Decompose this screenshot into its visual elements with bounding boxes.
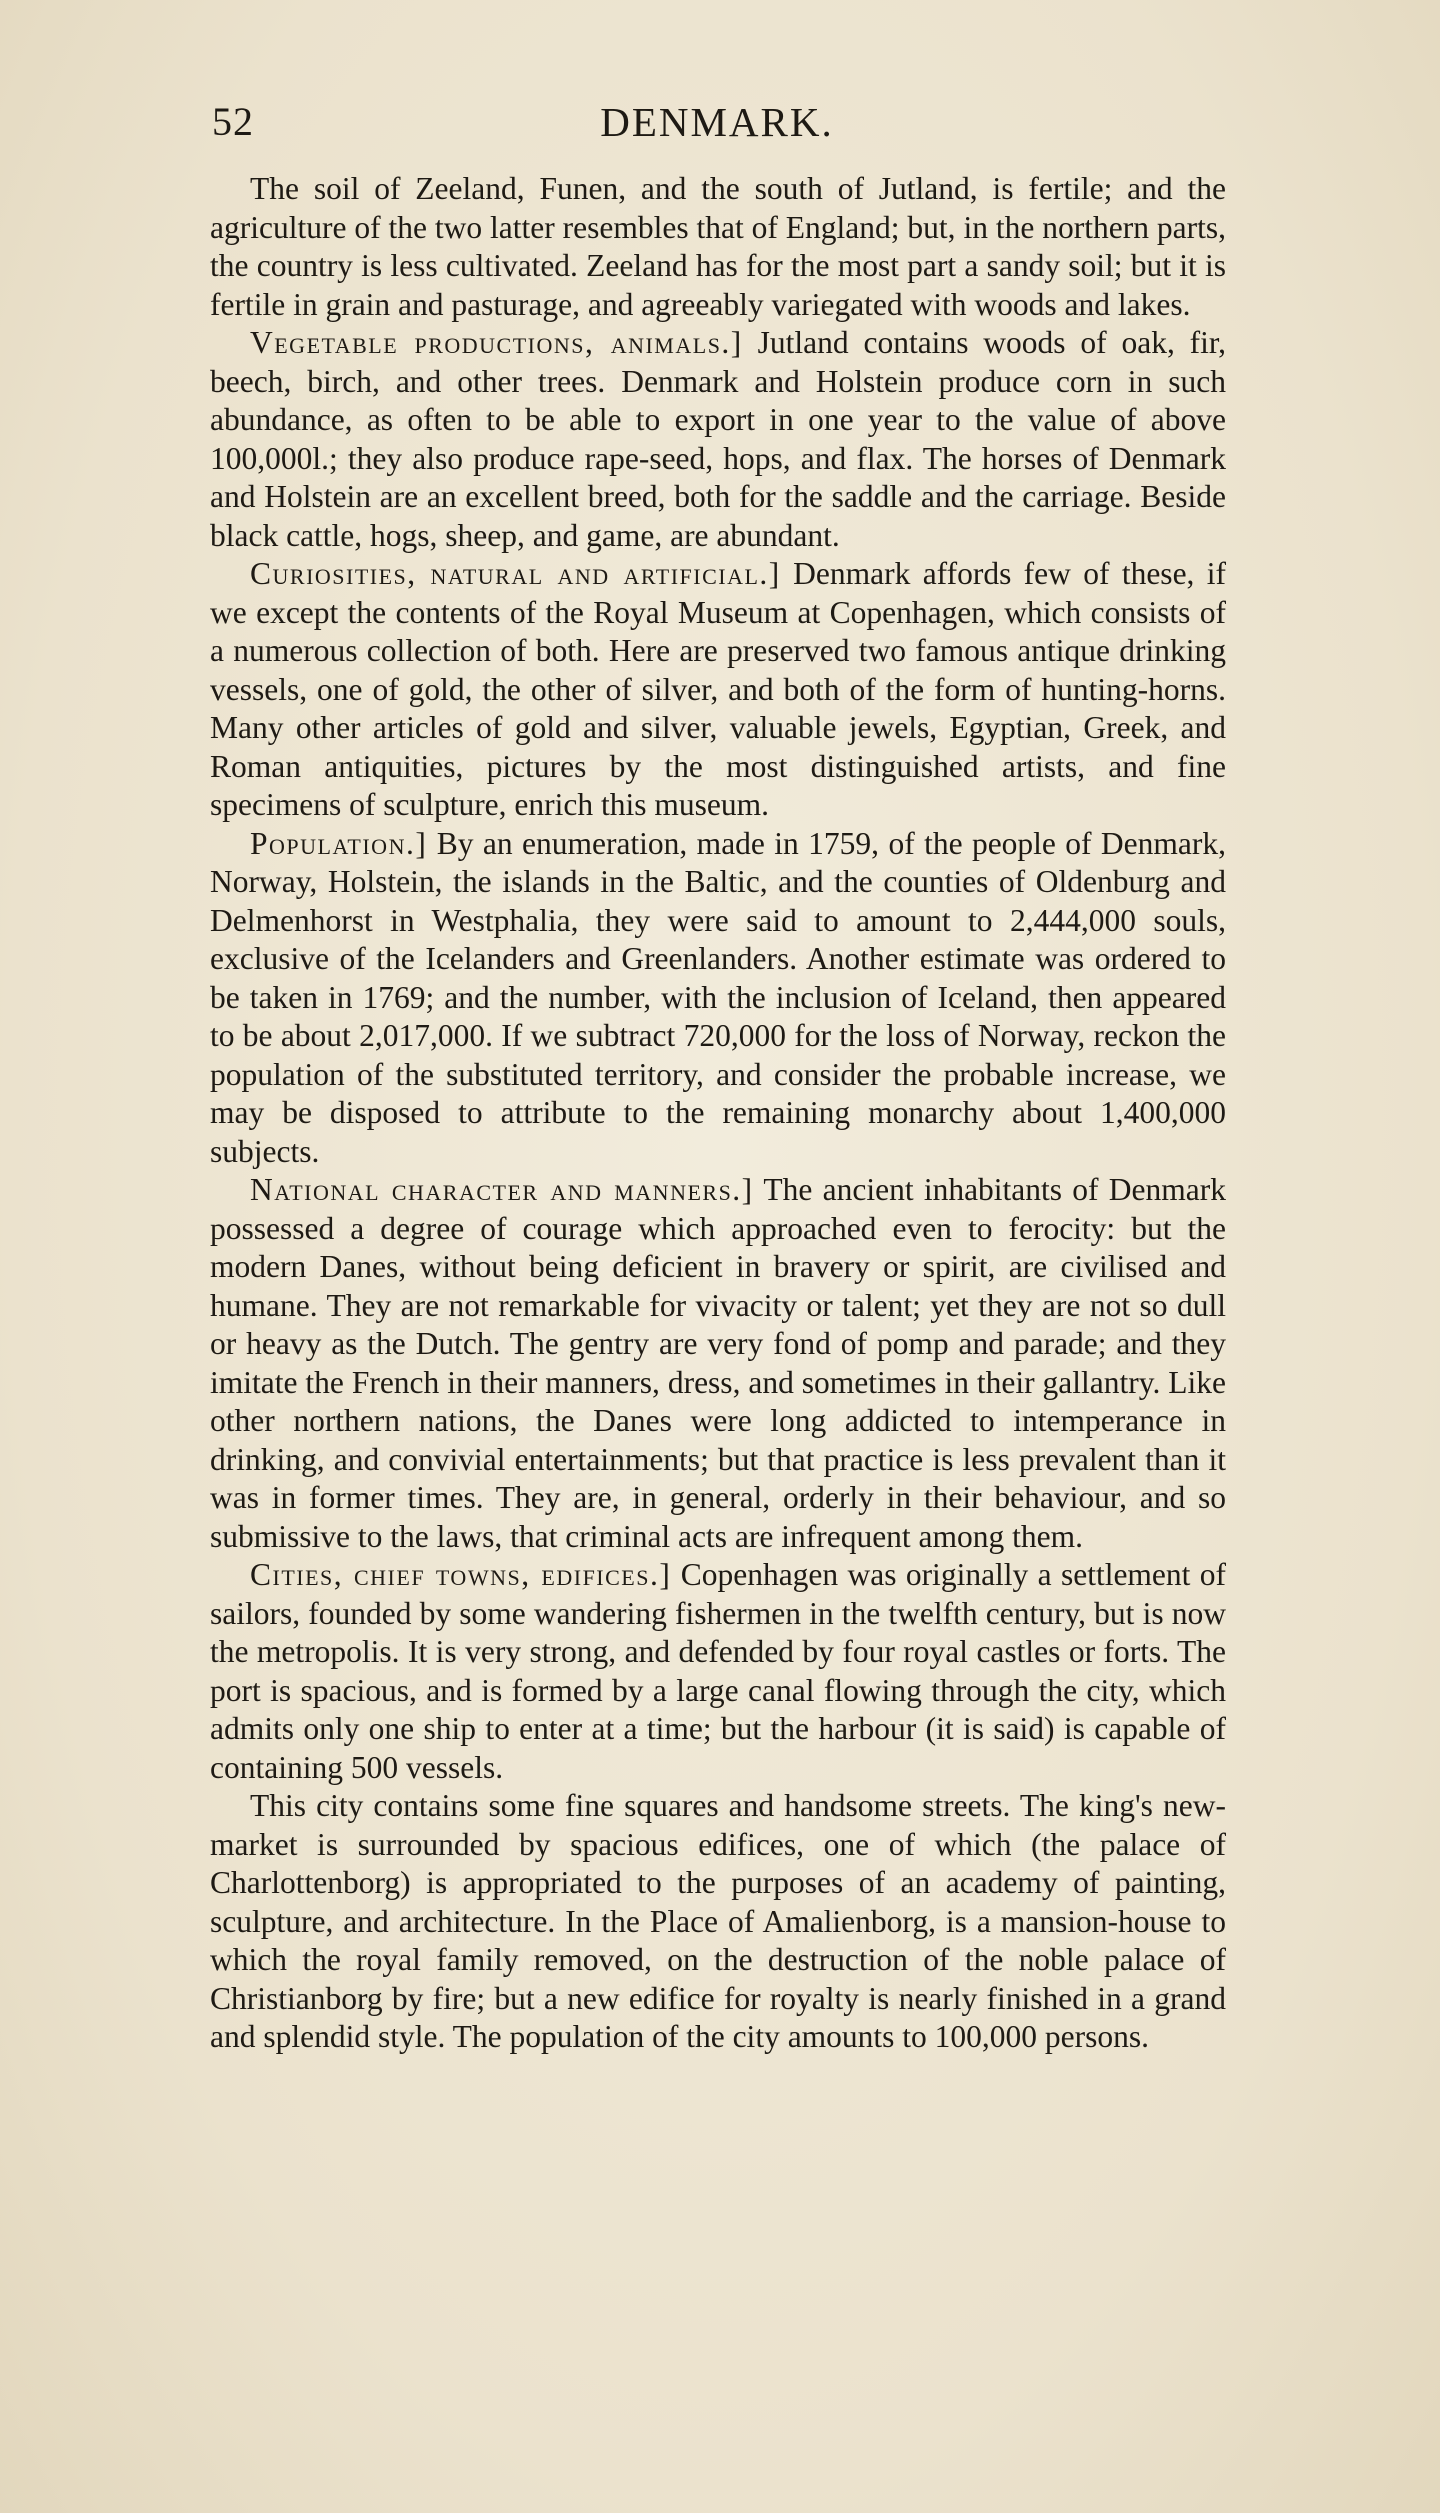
- paragraph-vegetable-productions: [210, 324, 1226, 555]
- paragraph-copenhagen: [210, 1787, 1226, 2057]
- section-heading: Curiosities, natural and artificial.]: [250, 556, 781, 591]
- paragraph-text: Copenhagen was originally a settlement of sailors, founded by some wandering fishermen in the twelfth century, but is now the metropolis. It is very strong, and defended by four royal castles or forts. The port is spacious, and is formed by a large canal flowing through the city, which admits only one ship to enter at a time; but the harbour (it is said) is capable of containing 500 vessels.: [210, 1557, 1226, 1785]
- paragraph-text: The ancient inhabitants of Denmark possessed a degree of courage which approached even to ferocity: but the modern Danes, without being deficient in bravery or spirit, are civilised and humane. They are not remarkable for vivacity or talent; yet they are not so dull or heavy as the Dutch. The gentry are very fond of pomp and parade; and they imitate the French in their manners, dress, and sometimes in their gallantry. Like other northern nations, the Danes were long addicted to intemperance in drinking, and convivial entertainments; but that practice is less prevalent than it was in former times. They are, in general, orderly in their behaviour, and so submissive to the laws, that criminal acts are infrequent among them.: [210, 1172, 1227, 1554]
- running-title: DENMARK.: [600, 99, 834, 145]
- page-header: [212, 98, 1222, 148]
- paragraph-text: The soil of Zeeland, Funen, and the south of Jutland, is fertile; and the agriculture of the two latter resembles that of England; but, in the northern parts, the country is less cultivated. Zeeland has for the most part a sandy soil; but it is fertile in grain and pasturage, and agreeably variegated with woods and lakes.: [210, 171, 1226, 322]
- paragraph-cities: [210, 1556, 1226, 1787]
- paragraph-text: Jutland contains woods of oak, fir, beech, birch, and other trees. Denmark and Holstein produce corn in such abundance, as often to be able to export in one year to the value of above 100,000l.; they also produce rape-seed, hops, and flax. The horses of Denmark and Holstein are an excellent breed, both for the saddle and the carriage. Beside black cattle, hogs, sheep, and game, are abundant.: [210, 325, 1226, 553]
- section-heading: Vegetable productions, animals.]: [250, 325, 743, 360]
- section-heading: Population.]: [250, 825, 428, 861]
- body-text: [210, 170, 1226, 2057]
- paragraph-text: Denmark affords few of these, if we except the contents of the Royal Museum at Copenhagen, which consists of a numerous collection of both. Here are preserved two famous antique drinking vessels, one of gold, the other of silver, and both of the form of hunting-horns. Many other articles of gold and silver, valuable jewels, Egyptian, Greek, and Roman antiquities, pictures by the most distinguished artists, and fine specimens of sculpture, enrich this museum.: [210, 556, 1227, 822]
- paragraph-text: By an enumeration, made in 1759, of the people of Denmark, Norway, Holstein, the islands in the Baltic, and the counties of Oldenburg and Delmenhorst in Westphalia, they were said to amount to 2,444,000 souls, exclusive of the Icelanders and Greenlanders. Another estimate was ordered to be taken in 1769; and the number, with the inclusion of Iceland, then appeared to be about 2,017,000. If we subtract 720,000 for the loss of Norway, reckon the population of the substituted territory, and consider the probable increase, we may be disposed to attribute to the remaining monarchy about 1,400,000 subjects.: [210, 825, 1226, 1169]
- paragraph-text: This city contains some fine squares and handsome streets. The king's new-market is surrounded by spacious edifices, one of which (the palace of Charlottenborg) is appropriated to the purposes of an academy of painting, sculpture, and architecture. In the Place of Amalienborg, is a mansion-house to which the royal family removed, on the destruction of the noble palace of Christianborg by fire; but a new edifice for royalty is nearly finished in a grand and splendid style. The population of the city amounts to 100,000 persons.: [210, 1788, 1226, 2054]
- paragraph-curiosities: [210, 555, 1226, 825]
- section-heading: National character and manners.]: [250, 1172, 754, 1207]
- paragraph-population: [210, 825, 1226, 1172]
- paragraph-soil: [210, 170, 1226, 324]
- page-number: 52: [212, 99, 254, 144]
- paragraph-national-character: [210, 1171, 1226, 1556]
- section-heading: Cities, chief towns, edifices.]: [250, 1557, 672, 1592]
